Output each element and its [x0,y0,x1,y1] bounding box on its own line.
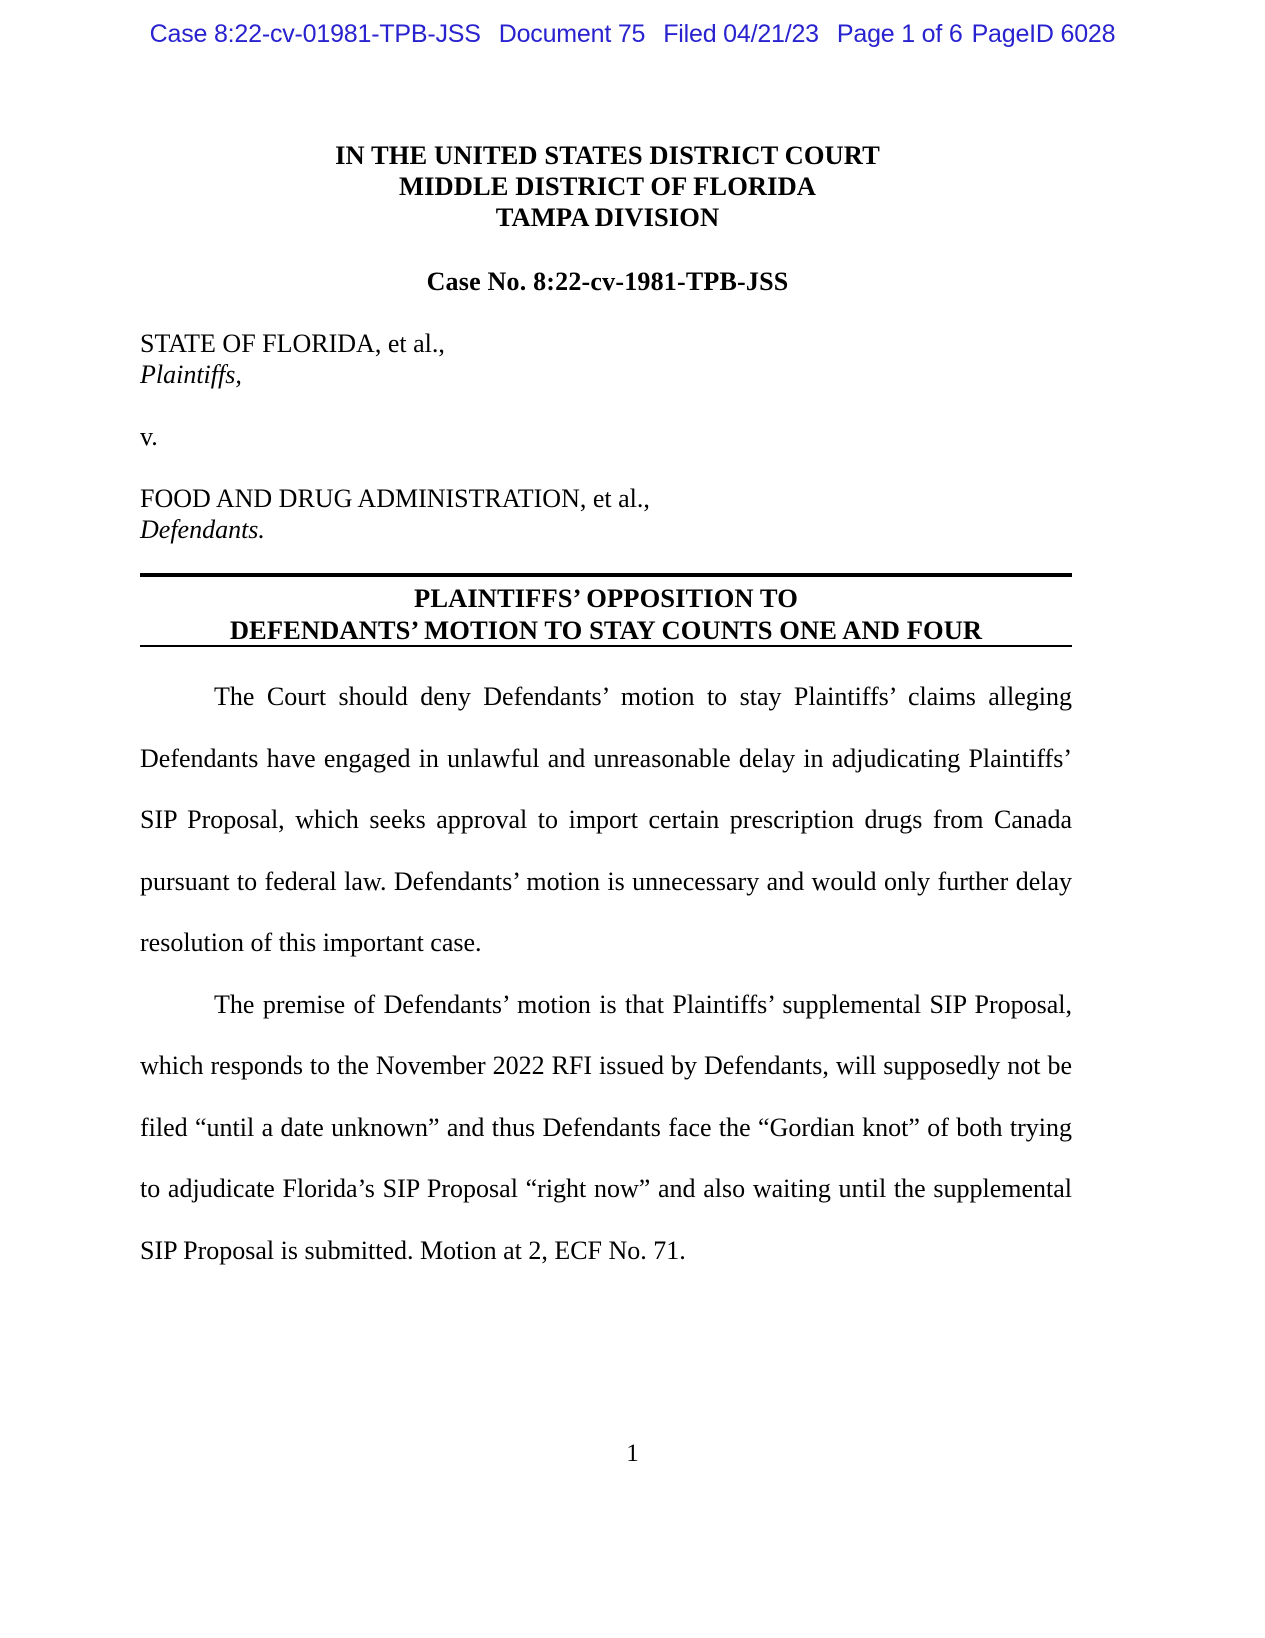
court-heading [140,140,1075,233]
defendant-name: FOOD AND DRUG ADMINISTRATION, et al., [140,484,650,513]
defendant-role: Defendants. [140,515,265,544]
footer-page-number: 1 [626,1440,639,1467]
case-caption [140,328,920,545]
plaintiff-role: Plaintiffs, [140,360,242,389]
court-name-line-1: IN THE UNITED STATES DISTRICT COURT [335,140,880,170]
ecf-document-number: Document 75 [498,20,646,48]
ecf-filed-date: Filed 04/21/23 [663,20,819,48]
title-rule-top [140,573,1072,577]
versus-label: v. [140,422,158,451]
document-title [140,582,1072,646]
body-paragraph-1: The Court should deny Defendants’ motion to stay Plaintiffs’ claims alleging Defendants have engaged in unlawful and unreasonable delay in adjudicating Plaintiffs’ SIP Proposal, which seeks approval to import certain prescription drugs from Canada pursuant to federal law. Defendants’ motion is unnecessary and would only further delay resolution of this important case. [140,682,1072,957]
case-number-heading: Case No. 8:22-cv-1981-TPB-JSS [426,267,789,296]
ecf-case-number: Case 8:22-cv-01981-TPB-JSS [149,20,481,48]
document-title-line-2: DEFENDANTS’ MOTION TO STAY COUNTS ONE AND FOUR [229,615,983,645]
court-name-line-2: MIDDLE DISTRICT OF FLORIDA [398,171,817,201]
plaintiff-name: STATE OF FLORIDA, et al., [140,329,445,358]
ecf-page-count: Page 1 of 6 [836,20,963,48]
document-body [140,666,1072,1281]
caption-spacer-1 [140,390,920,421]
ecf-pageid: PageID 6028 [971,20,1116,48]
document-title-line-1: PLAINTIFFS’ OPPOSITION TO [414,583,798,613]
caption-spacer-2 [140,452,920,483]
court-name-line-3: TAMPA DIVISION [495,202,720,232]
title-rule-bottom [140,645,1072,647]
body-paragraph-2: The premise of Defendants’ motion is that Plaintiffs’ supplemental SIP Proposal, which responds to the November 2022 RFI issued by Defendants, will supposedly not be filed “until a date unknown” and thus Defendants face the “Gordian knot” of both trying to adjudicate Florida’s SIP Proposal “right now” and also waiting until the supplemental SIP Proposal is submitted. Motion at 2, ECF No. 71. [140,989,1072,1265]
ecf-header-stamp [0,20,1265,49]
